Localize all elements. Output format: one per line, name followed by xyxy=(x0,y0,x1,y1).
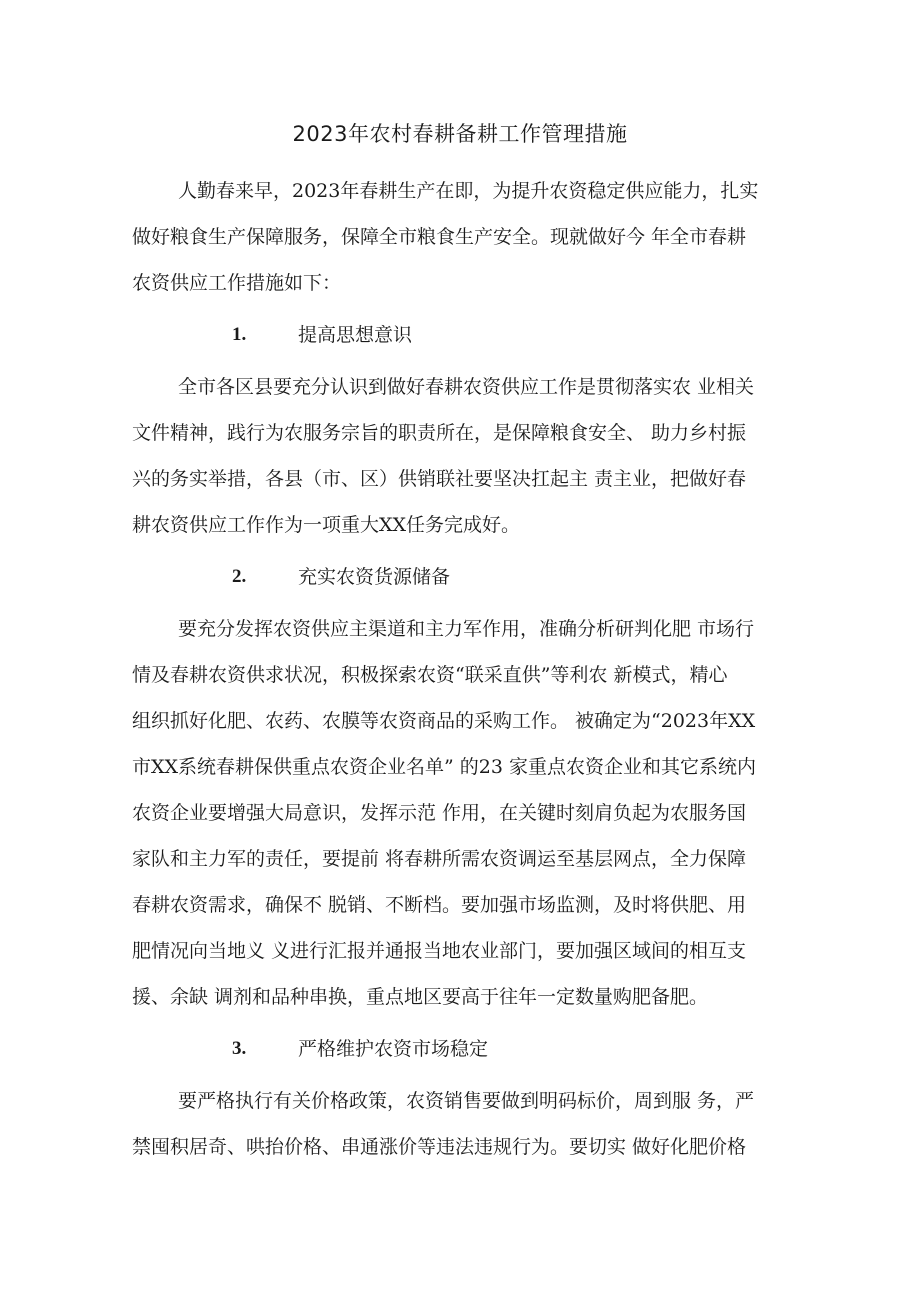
paragraph-line: 援、余缺 调剂和品种串换，重点地区要高于往年一定数量购肥备肥。 xyxy=(132,986,709,1008)
section-number: 2. xyxy=(232,566,247,587)
section-heading-3 xyxy=(132,1020,792,1078)
paragraph-line: 兴的务实举措，各县（市、区）供销联社要坚决扛起主 责主业，把做好春 xyxy=(132,468,747,490)
document-body xyxy=(132,168,792,1170)
intro-line: 人勤春来早，2023年春耕生产在即，为提升农资稳定供应能力，扎实 xyxy=(178,180,759,202)
paragraph-line: 要充分发挥农资供应主渠道和主力军作用，准确分析研判化肥 市场行 xyxy=(178,618,755,640)
paragraph-line: 家队和主力军的责任，要提前 将春耕所需农资调运至基层网点，全力保障 xyxy=(132,848,747,870)
section-heading-2 xyxy=(132,548,792,606)
paragraph-line: 文件精神，践行为农服务宗旨的职责所在，是保障粮食安全、 助力乡村振 xyxy=(132,422,747,444)
paragraph-line: 市XX系统春耕保供重点农资企业名单” 的23 家重点农资企业和其它系统内 xyxy=(132,756,757,778)
section-heading-1 xyxy=(132,306,792,364)
paragraph-line: 农资企业要增强大局意识，发挥示范 作用，在关键时刻肩负起为农服务国 xyxy=(132,802,747,824)
paragraph-line: 情及春耕农资供求状况，积极探索农资“联采直供”等利农 新模式，精心 xyxy=(132,664,728,686)
paragraph-line: 禁囤积居奇、哄抬价格、串通涨价等违法违规行为。要切实 做好化肥价格 xyxy=(132,1136,747,1158)
paragraph-line: 耕农资供应工作作为一项重大XX任务完成好。 xyxy=(132,514,521,536)
paragraph-line: 组织抓好化肥、农药、农膜等农资商品的采购工作。 被确定为“2023年XX xyxy=(132,710,756,732)
section-heading-text: 严格维护农资市场稳定 xyxy=(298,1038,489,1060)
section-number: 1. xyxy=(232,324,247,345)
intro-line: 做好粮食生产保障服务，保障全市粮食生产安全。现就做好今 年全市春耕 xyxy=(132,226,747,248)
document-title: 2023年农村春耕备耕工作管理措施 xyxy=(292,122,628,146)
section-heading-text: 提高思想意识 xyxy=(298,324,413,346)
section-number: 3. xyxy=(232,1038,247,1059)
paragraph-line: 肥情况向当地义 义进行汇报并通报当地农业部门，要加强区域间的相互支 xyxy=(132,940,747,962)
paragraph-line: 全市各区县要充分认识到做好春耕农资供应工作是贯彻落实农 业相关 xyxy=(178,376,755,398)
intro-line: 农资供应工作措施如下： xyxy=(132,272,342,294)
paragraph-line: 春耕农资需求，确保不 脱销、不断档。要加强市场监测，及时将供肥、用 xyxy=(132,894,747,916)
paragraph-line: 要严格执行有关价格政策，农资销售要做到明码标价，周到服 务，严 xyxy=(178,1090,755,1112)
section-heading-text: 充实农资货源储备 xyxy=(298,566,451,588)
